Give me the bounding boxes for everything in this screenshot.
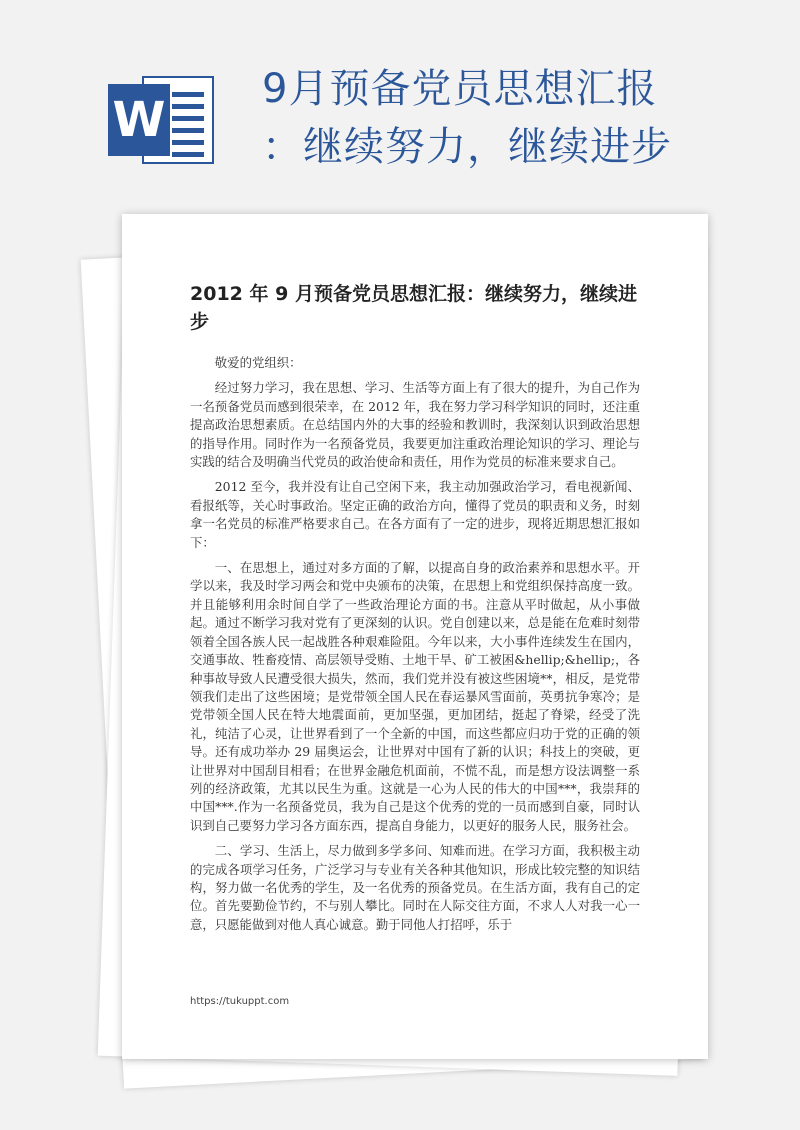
paragraph: 二、学习、生活上，尽力做到多学多问、知难而进。在学习方面，我积极主动的完成各项学习任务，广泛学习与专业有关各种其他知识，形成比较完整的知识结构，努力做一名优秀的学生，及一名优秀的预备党员。在生活方面，我有自己的定位。首先要勤俭节约，不与别人攀比。同时在人际交往方面，不求人人对我一心一意，只愿能做到对他人真心诚意。勤于同他人打招呼，乐于 — [190, 843, 640, 932]
word-letter-badge: W — [108, 84, 170, 156]
document-title: 2012 年 9 月预备党员思想汇报：继续努力，继续进步 — [190, 283, 637, 333]
paragraph: 2012 至今，我并没有让自己空闲下来，我主动加强政治学习，看电视新闻、看报纸等，关心时事政治。坚定正确的政治方向，懂得了党员的职责和义务，时刻拿一名党员的标准严格要求自己。在各方面有了一定的进步，现将近期思想汇报如下： — [190, 479, 640, 550]
document-page — [122, 214, 708, 1059]
page-title — [262, 60, 782, 176]
document-body — [190, 354, 640, 941]
salutation: 敬爱的党组织： — [214, 355, 302, 370]
paragraph: 经过努力学习，我在思想、学习、生活等方面上有了很大的提升，为自己作为一名预备党员而感到很荣幸，在 2012 年，我在努力学习科学知识的同时，还注重提高政治思想素质。在总结国内外的大事的经验和教训时，我深刻认识到政治思想的指导作用。同时作为一名预备党员，我要更加注重政治理论知识的学习、理论与实践的结合及明确当代党员的政治使命和责任，用作为党员的标准来要求自己。 — [190, 380, 640, 470]
header — [0, 0, 800, 210]
footer-url: https://tukuppt.com — [190, 996, 290, 1007]
paragraph: 一、在思想上，通过对多方面的了解，以提高自身的政治素养和思想水平。开学以来，我及时学习两会和党中央颁布的决策，在思想上和党组织保持高度一致。并且能够利用余时间自学了一些政治理论方面的书。注意从平时做起，从小事做起。通过不断学习我对党有了更深刻的认识。党自创建以来，总是能在危难时刻带领着全国各族人民一起战胜各种艰难险阻。今年以来，大小事件连续发生在国内，交通事故、牲畜疫情、高层领导受贿、土地干旱、矿工被困&hellip;&hellip;，各种事故导致人民遭受很大损失，然而，我们党并没有被这些困境**，相反，是党带领我们走出了这些困境；是党带领全国人民在春运暴风雪面前，英勇抗争寒冷；是党带领全国人民在特大地震面前，更加坚强，更加团结，挺起了脊梁，经受了洗礼，纯洁了心灵，让世界看到了一个全新的中国，而这些都应归功于党的正确的领导。还有成功举办 29 届奥运会，让世界对中国有了新的认识；科技上的突破，更让世界对中国刮目相看；在世界金融危机面前，不慌不乱，而是想方设法调整一系列的经济政策，尤其以民生为重。这就是一心为人民的伟大的中国***，我崇拜的中国***.作为一名预备党员，我为自己是这个优秀的党的一员而感到自豪，同时认识到自己要努力学习各方面东西，提高自身能力，以更好的服务人民，服务社会。 — [190, 560, 640, 833]
page-title-line2: ：继续努力，继续进步 — [262, 124, 672, 170]
page-title-line1: 9月预备党员思想汇报 — [262, 66, 658, 112]
word-document-icon — [108, 72, 218, 168]
